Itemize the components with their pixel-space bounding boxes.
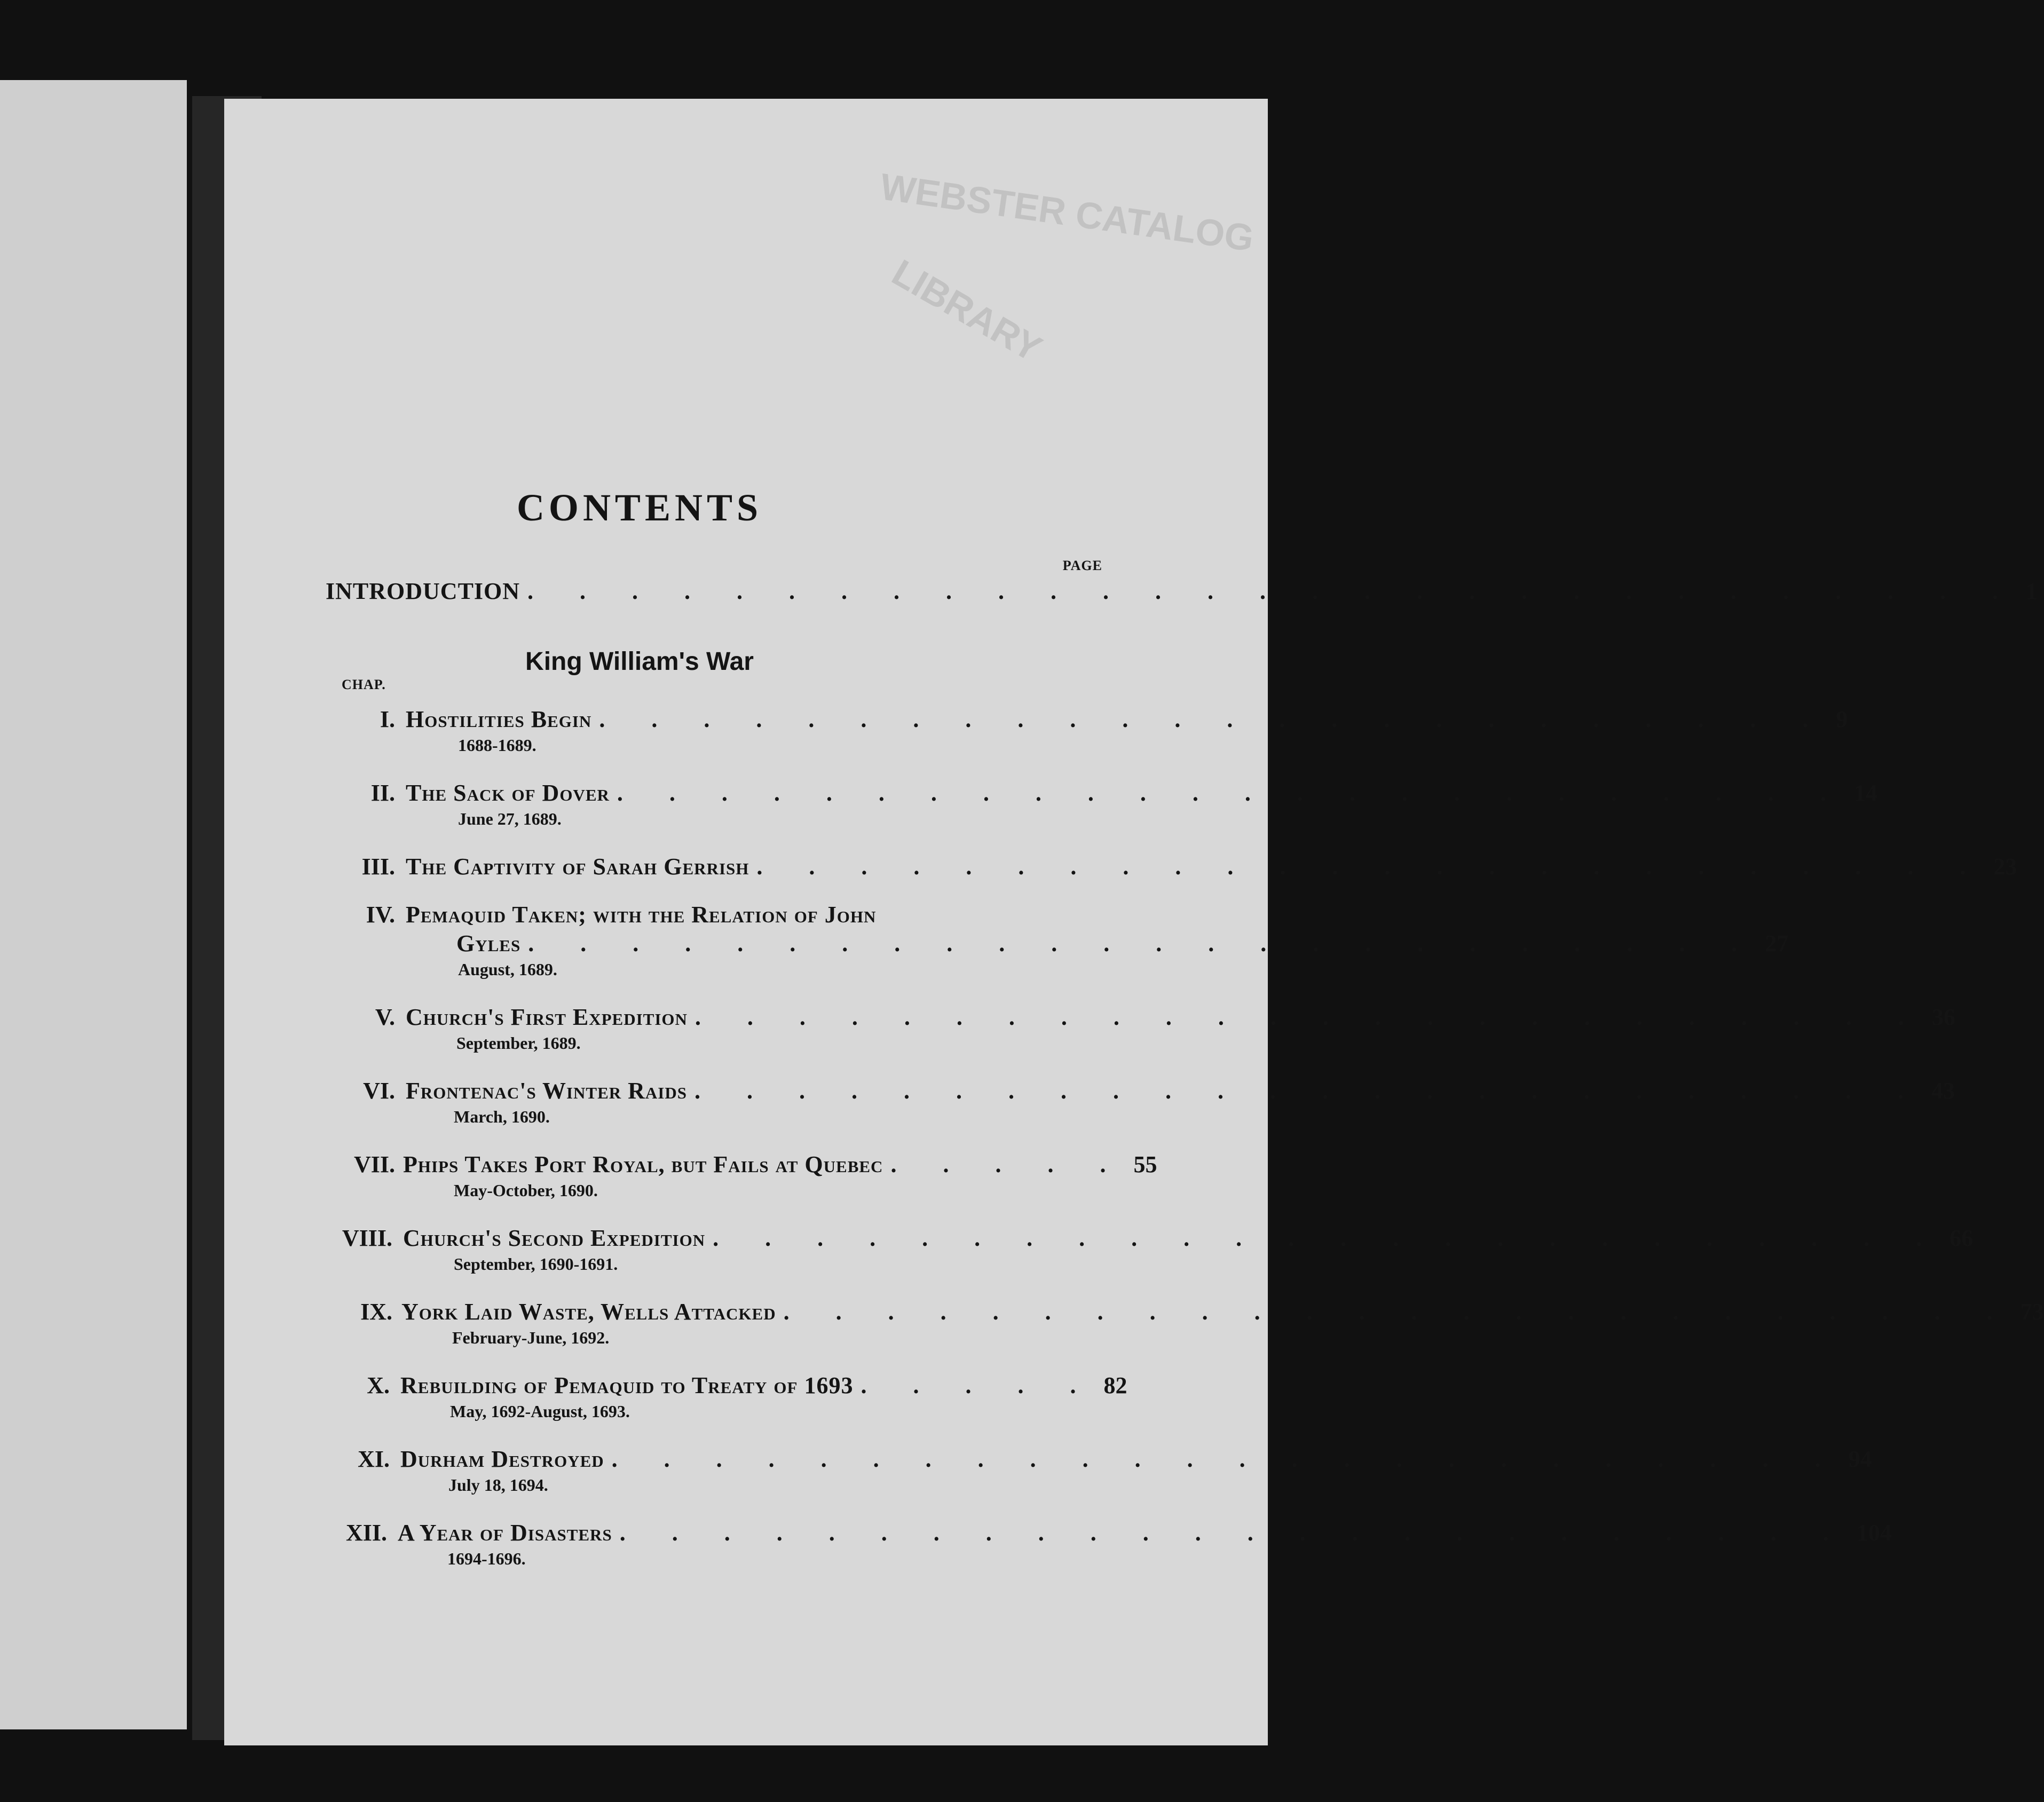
toc-page-number: 23 <box>1993 853 2017 880</box>
leader-dots: . . . . . . . . . . . . . . . . . . . . . . . . <box>611 1446 1841 1472</box>
chapter-number: VIII. <box>342 1225 392 1251</box>
chapter-date: 1694-1696. <box>447 1549 526 1568</box>
chapter-number: IX. <box>360 1299 392 1325</box>
toc-entry-title-continued: Gyles <box>456 930 521 957</box>
svg-text:LIBRARY: LIBRARY <box>885 251 1049 370</box>
toc-page-number: 27 <box>1765 930 1789 957</box>
toc-entry-title: Hostilities Begin <box>406 706 592 732</box>
toc-line <box>406 1003 1955 1036</box>
chapter-number: VII. <box>353 1151 395 1177</box>
toc-page-number: 104 <box>1856 1520 1892 1546</box>
chapter-date: 1688-1689. <box>458 736 536 755</box>
toc-entry-title: Frontenac's Winter Raids <box>406 1078 687 1104</box>
toc-page-number: 66 <box>1950 1225 1974 1251</box>
toc-page-number: 1 <box>2026 578 2038 604</box>
toc-entry-title: Church's First Expedition <box>406 1004 688 1030</box>
section-heading: King William's War <box>525 647 754 676</box>
leader-dots: . . . . . <box>890 1151 1126 1177</box>
chapter-number: III. <box>361 853 395 880</box>
toc-entry-title: Phips Takes Port Royal, but Fails at Quebec <box>403 1151 883 1177</box>
chapter-column-header: CHAP. <box>342 677 386 692</box>
toc-entry-title: The Captivity of Sarah Gerrish <box>406 853 749 880</box>
leader-dots: . . . . . . . . . . . . . . . . . . . . . . . . <box>619 1520 1849 1546</box>
leader-dots: . . . . . . . . . . . . . . . . . . . . . . . . <box>695 1004 1924 1030</box>
toc-line <box>406 1077 1955 1109</box>
chapter-number: XI. <box>358 1446 390 1472</box>
toc-entry-title: A Year of Disasters <box>398 1520 612 1546</box>
chapter-date: June 27, 1689. <box>458 809 562 828</box>
toc-line <box>400 1372 1127 1404</box>
leader-dots: . . . . . . . . . . . . . . . . . . . . . . . . <box>756 853 1986 880</box>
toc-entry-title: York Laid Waste, Wells Attacked <box>401 1299 776 1325</box>
toc-page-number: 94 <box>1848 1446 1872 1472</box>
toc-page-number: 82 <box>1103 1372 1127 1398</box>
chapter-number: IV. <box>366 902 395 928</box>
toc-line <box>406 901 1052 933</box>
chapter-number: VI. <box>363 1078 395 1104</box>
svg-text:WEBSTER CATALOG: WEBSTER CATALOG <box>878 165 1257 259</box>
leader-dots: . . . . . . . . . . . . . . . . . . . . . . . . <box>695 1078 1924 1104</box>
chapter-date: July 18, 1694. <box>448 1475 548 1495</box>
toc-entry-title: Church's Second Expedition <box>403 1225 706 1251</box>
chapter-date: September, 1689. <box>456 1033 581 1053</box>
page-column-header: PAGE <box>1062 558 1102 573</box>
chapter-number: I. <box>380 706 395 732</box>
toc-entry-introduction[interactable] <box>326 578 2038 610</box>
leader-dots: . . . . . . . . . . . . . . . . . . . . . . . . . . . . . <box>527 578 2019 604</box>
chapter-date: February-June, 1692. <box>452 1328 610 1347</box>
toc-entry-title: INTRODUCTION <box>326 578 520 604</box>
chapter-number: XII. <box>345 1520 387 1546</box>
toc-line-continued <box>456 930 1789 962</box>
toc-line <box>406 779 1877 811</box>
chapter-date: August, 1689. <box>458 960 557 979</box>
leader-dots: . . . . . . . . . . . . . . . . . . . . . . . . <box>528 930 1758 957</box>
chapter-number: V. <box>375 1004 395 1030</box>
toc-page-number: 14 <box>1853 780 1877 806</box>
left-page <box>0 80 187 1729</box>
toc-page-number: 9 <box>1836 706 1848 732</box>
chapter-date: March, 1690. <box>454 1107 550 1126</box>
chapter-number: II. <box>370 780 395 806</box>
toc-entry-title: Rebuilding of Pemaquid to Treaty of 1693 <box>400 1372 854 1398</box>
toc-line <box>403 1151 1157 1183</box>
toc-entry-title: The Sack of Dover <box>406 780 610 806</box>
toc-line <box>406 706 1848 738</box>
toc-entry-title: Durham Destroyed <box>400 1446 604 1472</box>
toc-entry-title: Pemaquid Taken; with the Relation of John <box>406 902 877 928</box>
toc-page-number: 73 <box>2020 1299 2044 1325</box>
toc-line <box>403 1224 1974 1256</box>
library-stamp <box>843 165 1257 448</box>
leader-dots: . . . . . . . . . . . . . . . . . . . . . . . . <box>783 1299 2013 1325</box>
toc-line <box>401 1298 2044 1330</box>
chapter-date: May, 1692-August, 1693. <box>450 1402 630 1421</box>
toc-line <box>398 1519 1892 1551</box>
chapter-number: X. <box>367 1372 390 1398</box>
leader-dots: . . . . . . . . . . . . . . . . . . . . . . . . <box>599 706 1829 732</box>
toc-line <box>406 853 2017 885</box>
leader-dots: . . . . . . . . . . . . . . . . . . . . . . . . <box>713 1225 1943 1251</box>
toc-page-number: 43 <box>1931 1078 1955 1104</box>
toc-page-number: 55 <box>1133 1151 1157 1177</box>
page-title: CONTENTS <box>516 486 763 529</box>
leader-dots: . . . . . . . . . . . . . . . . . . . . . . . . <box>617 780 1846 806</box>
chapter-date: May-October, 1690. <box>454 1181 598 1200</box>
leader-dots: . . . . . <box>861 1372 1096 1398</box>
toc-page-number: 36 <box>1931 1004 1955 1030</box>
chapter-date: September, 1690-1691. <box>454 1254 618 1274</box>
toc-line <box>400 1445 1872 1477</box>
